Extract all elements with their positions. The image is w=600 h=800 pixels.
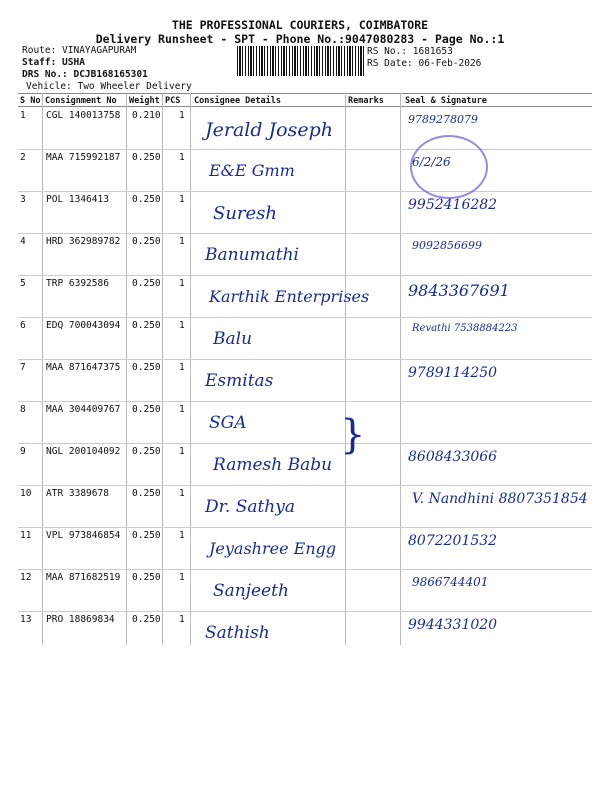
signature-handwriting: 9789114250	[408, 365, 498, 381]
consignee-handwriting: Ramesh Babu	[213, 455, 333, 475]
consignee-handwriting: Banumathi	[205, 245, 299, 265]
col-sno: S No	[20, 96, 41, 106]
company-title: THE PROFESSIONAL COURIERS, COIMBATORE	[171, 18, 429, 32]
signature-handwriting: Revathi 7538884223	[412, 323, 518, 334]
row-pcs: 1	[179, 362, 185, 373]
row-divider	[18, 569, 592, 570]
col-divider	[162, 93, 163, 645]
rs-date: RS Date: 06-Feb-2026	[367, 58, 482, 69]
signature-handwriting: 8072201532	[408, 533, 498, 549]
row-pcs: 1	[179, 110, 185, 121]
col-divider	[400, 93, 401, 645]
row-sno: 3	[20, 194, 26, 205]
row-consignment: TRP 6392586	[46, 278, 109, 289]
signature-handwriting: 9843367691	[408, 281, 510, 300]
row-consignment: VPL 973846854	[46, 530, 121, 541]
row-sno: 7	[20, 362, 26, 373]
row-pcs: 1	[179, 152, 185, 163]
row-consignment: HRD 362989782	[46, 236, 121, 247]
row-sno: 6	[20, 320, 26, 331]
vehicle-label: Vehicle: Two Wheeler Delivery	[26, 81, 192, 92]
col-weight: Weight	[129, 96, 160, 106]
row-divider	[18, 485, 592, 486]
col-seal: Seal & Signature	[405, 96, 487, 106]
row-pcs: 1	[179, 572, 185, 583]
signature-handwriting: 6/2/26	[412, 155, 451, 169]
consignee-handwriting: Esmitas	[205, 371, 274, 391]
row-consignment: POL 1346413	[46, 194, 109, 205]
col-divider	[345, 93, 346, 645]
signature-handwriting: 9866744401	[412, 575, 489, 589]
row-weight: 0.250	[132, 614, 161, 625]
row-consignment: CGL 140013758	[46, 110, 121, 121]
brace-mark: }	[340, 412, 366, 458]
col-divider	[42, 93, 43, 645]
col-consignment: Consignment No	[45, 96, 117, 106]
row-sno: 13	[20, 614, 32, 625]
row-divider	[18, 149, 592, 150]
row-pcs: 1	[179, 278, 185, 289]
consignee-handwriting: Sathish	[205, 623, 270, 643]
row-sno: 12	[20, 572, 32, 583]
row-consignment: NGL 200104092	[46, 446, 121, 457]
rs-number: RS No.: 1681653	[367, 46, 453, 57]
row-consignment: MAA 871682519	[46, 572, 121, 583]
row-sno: 1	[20, 110, 26, 121]
row-divider	[18, 191, 592, 192]
signature-handwriting: 9952416282	[408, 197, 498, 213]
header-rule-bottom	[18, 106, 592, 107]
row-pcs: 1	[179, 488, 185, 499]
row-divider	[18, 317, 592, 318]
row-divider	[18, 275, 592, 276]
seal-stamp	[410, 135, 488, 199]
row-divider	[18, 443, 592, 444]
row-sno: 9	[20, 446, 26, 457]
row-weight: 0.250	[132, 320, 161, 331]
row-pcs: 1	[179, 404, 185, 415]
row-weight: 0.250	[132, 194, 161, 205]
row-divider	[18, 401, 592, 402]
consignee-handwriting: Jeyashree Engg	[209, 539, 337, 558]
row-weight: 0.250	[132, 572, 161, 583]
drs-number: DRS No.: DCJB168165301	[22, 69, 148, 80]
consignee-handwriting: Balu	[213, 329, 253, 349]
signature-handwriting: 9092856699	[412, 239, 482, 252]
row-sno: 10	[20, 488, 32, 499]
row-pcs: 1	[179, 194, 185, 205]
row-consignment: MAA 304409767	[46, 404, 121, 415]
row-weight: 0.250	[132, 236, 161, 247]
row-consignment: MAA 715992187	[46, 152, 121, 163]
col-divider	[190, 93, 191, 645]
row-divider	[18, 611, 592, 612]
row-weight: 0.250	[132, 530, 161, 541]
col-pcs: PCS	[165, 96, 181, 106]
signature-handwriting: V. Nandhini 8807351854	[412, 491, 588, 507]
row-divider	[18, 527, 592, 528]
row-sno: 2	[20, 152, 26, 163]
consignee-handwriting: SGA	[209, 413, 247, 433]
row-sno: 5	[20, 278, 26, 289]
row-pcs: 1	[179, 614, 185, 625]
row-sno: 4	[20, 236, 26, 247]
row-consignment: EDQ 700043094	[46, 320, 121, 331]
barcode	[237, 46, 364, 76]
row-pcs: 1	[179, 446, 185, 457]
consignee-handwriting: Karthik Enterprises	[209, 287, 370, 306]
row-weight: 0.250	[132, 404, 161, 415]
row-pcs: 1	[179, 236, 185, 247]
consignee-handwriting: Suresh	[213, 203, 278, 224]
consignee-handwriting: E&E Gmm	[209, 161, 295, 180]
row-weight: 0.250	[132, 362, 161, 373]
row-sno: 11	[20, 530, 32, 541]
row-sno: 8	[20, 404, 26, 415]
col-remarks: Remarks	[348, 96, 384, 106]
row-consignment: PRO 18869834	[46, 614, 115, 625]
header-rule-top	[18, 93, 592, 94]
row-pcs: 1	[179, 320, 185, 331]
row-divider	[18, 359, 592, 360]
row-weight: 0.210	[132, 110, 161, 121]
row-weight: 0.250	[132, 446, 161, 457]
row-pcs: 1	[179, 530, 185, 541]
row-weight: 0.250	[132, 488, 161, 499]
row-divider	[18, 233, 592, 234]
route-label: Route: VINAYAGAPURAM	[22, 45, 137, 56]
runsheet-subtitle: Delivery Runsheet - SPT - Phone No.:9047080283 - Page No.:1	[95, 32, 505, 46]
consignee-handwriting: Jerald Joseph	[205, 119, 333, 141]
row-weight: 0.250	[132, 152, 161, 163]
col-divider	[126, 93, 127, 645]
consignee-handwriting: Sanjeeth	[213, 581, 289, 601]
row-consignment: MAA 871647375	[46, 362, 121, 373]
consignee-handwriting: Dr. Sathya	[205, 497, 295, 517]
row-weight: 0.250	[132, 278, 161, 289]
col-consignee: Consignee Details	[194, 96, 281, 106]
signature-handwriting: 9789278079	[408, 113, 478, 126]
signature-handwriting: 9944331020	[408, 617, 498, 633]
staff-label: Staff: USHA	[22, 57, 85, 68]
signature-handwriting: 8608433066	[408, 449, 498, 465]
row-consignment: ATR 3389678	[46, 488, 109, 499]
